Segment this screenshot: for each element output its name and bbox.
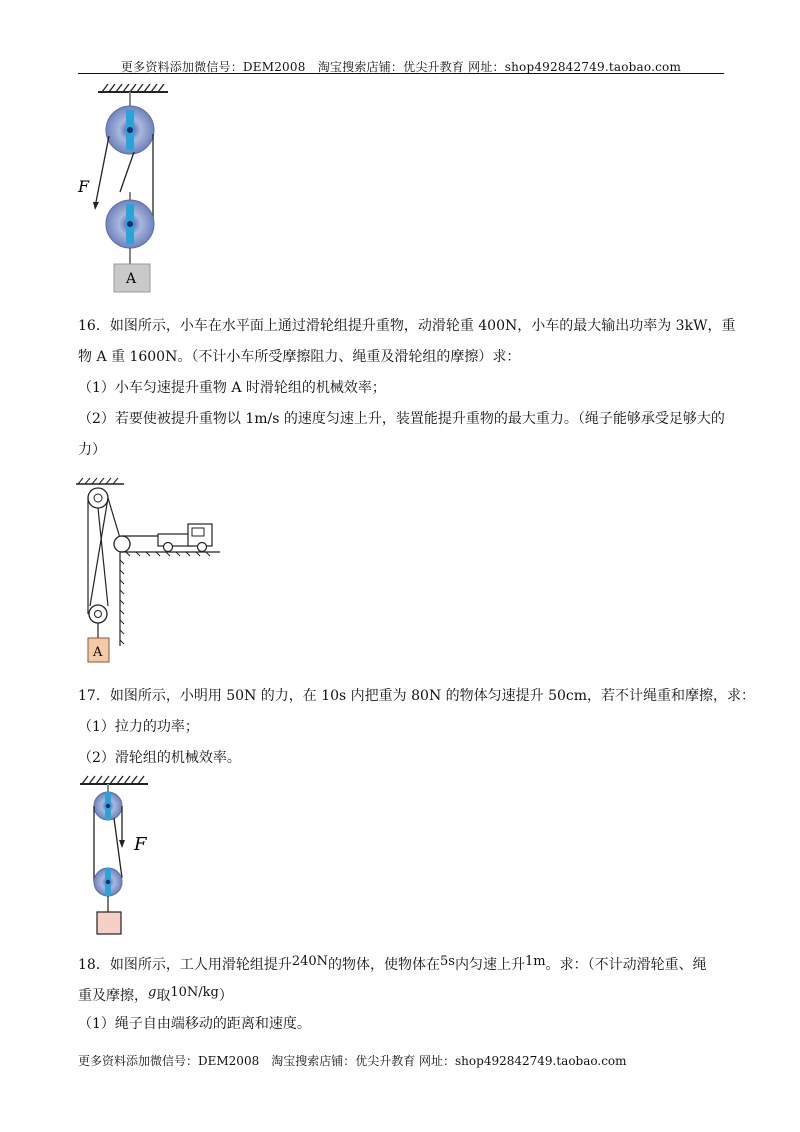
block-label-a: A xyxy=(126,271,137,287)
q18-part-d: 。求：（不计动滑轮重、绳 xyxy=(545,957,707,973)
q16-sub2-line2: 力） xyxy=(78,442,106,458)
q17-sub2: （2）滑轮组的机械效率。 xyxy=(78,750,241,766)
q18-line2-c: ） xyxy=(218,988,233,1004)
q16-line1: 16．如图所示，小车在水平面上通过滑轮组提升重物，动滑轮重 400N，小车的最大输出功率为 3kW，重 xyxy=(78,318,736,334)
q18-line1 xyxy=(78,952,707,975)
q18-part-a: 18．如图所示，工人用滑轮组提升 xyxy=(78,957,292,973)
q18-sub1: （1）绳子自由端移动的距离和速度。 xyxy=(78,1016,311,1032)
q18-part-c: 内匀速上升 xyxy=(454,957,525,973)
pulley-figure-1 xyxy=(76,84,176,296)
page-header: 更多资料添加微信号：DEM2008 淘宝搜索店铺：优尖升教育 网址：shop492842749.taobao.com xyxy=(120,60,682,74)
q16-line2: 物 A 重 1600N。（不计小车所受摩擦阻力、绳重及滑轮组的摩擦）求： xyxy=(78,349,521,365)
header-rule xyxy=(78,73,724,74)
q16-sub1: （1）小车匀速提升重物 A 时滑轮组的机械效率； xyxy=(78,380,386,396)
q16-sub2-line1: （2）若要使被提升重物以 1m/s 的速度匀速上升，装置能提升重物的最大重力。（绳子能够承受足够大的 xyxy=(78,411,725,427)
q18-g-symbol: g xyxy=(148,985,157,1000)
block-label-a2: A xyxy=(93,645,103,660)
q18-part-b: 的物体，使物体在 xyxy=(328,957,441,973)
q17-line1: 17．如图所示，小明用 50N 的力，在 10s 内把重为 80N 的物体匀速提升 50cm，若不计绳重和摩擦，求： xyxy=(78,688,756,704)
q18-time: 5s xyxy=(440,954,455,969)
force-label-f1: F xyxy=(78,177,90,196)
page-footer: 更多资料添加微信号：DEM2008 淘宝搜索店铺：优尖升教育 网址：shop492842749.taobao.com xyxy=(78,1054,627,1068)
pulley-figure-3 xyxy=(76,774,176,940)
q18-line2-b: 取 xyxy=(156,988,171,1004)
q18-line2 xyxy=(78,983,233,1006)
force-label-f3: F xyxy=(134,834,147,855)
q18-weight: 240N xyxy=(291,954,329,969)
q18-distance: 1m xyxy=(524,954,546,969)
pulley-truck-figure xyxy=(76,476,226,668)
q18-g-value: 10N/kg xyxy=(170,985,219,1000)
q17-sub1: （1）拉力的功率； xyxy=(78,719,199,735)
q18-line2-a: 重及摩擦， xyxy=(78,988,148,1004)
